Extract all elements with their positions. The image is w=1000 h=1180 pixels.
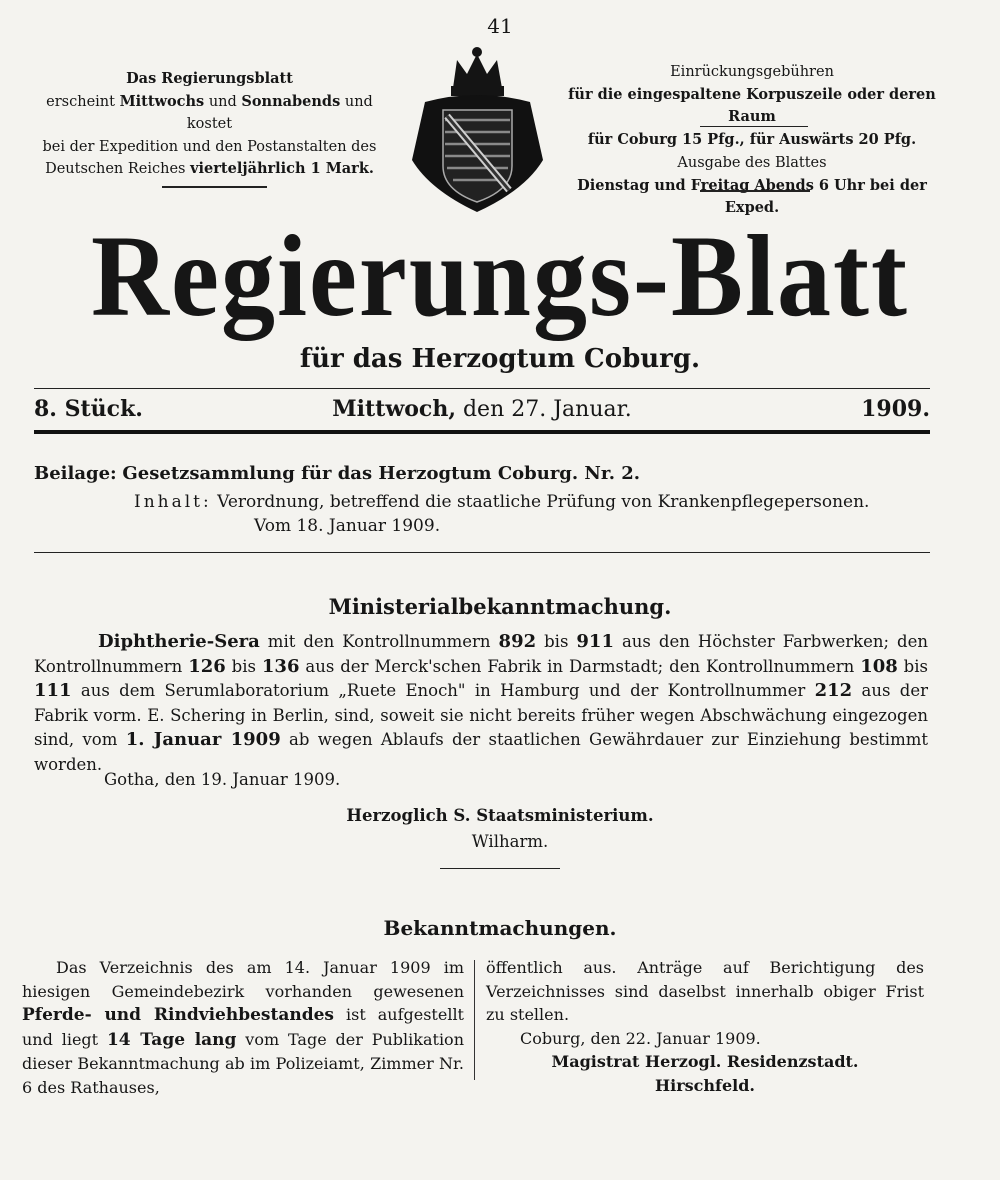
subscription-line-3: bei der Expedition und den Postanstalten des xyxy=(42,138,377,155)
issue-date: Mittwoch, den 27. Januar. xyxy=(332,396,632,422)
fees-line-3: für Coburg 15 Pfg., für Auswärts 20 Pfg. xyxy=(587,130,917,148)
issue-number: 8. Stück. xyxy=(34,396,143,422)
coat-of-arms-icon xyxy=(405,40,550,218)
subscription-line-1: Das Regierungsblatt xyxy=(126,70,293,87)
subscription-line-2: erscheint Mittwochs und Sonnabends und kostet xyxy=(46,92,373,132)
ministerial-heading: Ministerialbekanntmachung. xyxy=(328,594,672,619)
fees-line-2: für die eingespaltene Korpuszeile oder deren Raum xyxy=(568,85,936,125)
fees-line-1: Einrückungsgebühren xyxy=(670,64,834,80)
page-number: 41 xyxy=(487,14,513,38)
subscription-line-4: Deutschen Reiches vierteljährlich 1 Mark. xyxy=(45,160,374,177)
ministerial-dateline: Gotha, den 19. Januar 1909. xyxy=(104,770,341,789)
fees-info xyxy=(568,62,936,220)
announcement-right-signer: Hirschfeld. xyxy=(655,1075,755,1095)
supplement-title: Gesetzsammlung für das Herzogtum Coburg. Nr. 2. xyxy=(122,463,641,484)
supplement-content: Inhalt: Verordnung, betreffend die staatliche Prüfung von Krankenpflegepersonen. Vom 18. Januar 1909. xyxy=(134,492,870,536)
ministerial-authority: Herzoglich S. Staatsministerium. xyxy=(346,806,654,825)
supplement-line xyxy=(34,462,934,486)
issue-bottom-rule xyxy=(34,430,930,434)
subscription-info xyxy=(22,68,397,181)
issue-top-rule xyxy=(34,388,930,389)
announcement-right-dateline: Coburg, den 22. Januar 1909. xyxy=(520,1028,761,1048)
supplement-rule xyxy=(34,552,930,553)
issue-schedule-title: Ausgabe des Blattes xyxy=(677,155,827,171)
issue-schedule: Dienstag und Freitag Abends 6 Uhr bei der Exped. xyxy=(577,176,927,216)
announcement-right-authority: Magistrat Herzogl. Residenzstadt. xyxy=(551,1052,859,1071)
supplement-label: Beilage: xyxy=(34,463,117,484)
announcement-right-text: öffentlich aus. Anträge auf Berichtigung des Verzeichnisses sind daselbst innerhalb obiger Frist zu stellen. xyxy=(486,958,924,1024)
masthead-subtitle: für das Herzogtum Coburg. xyxy=(299,344,701,374)
announcement-left-column: Das Verzeichnis des am 14. Januar 1909 im hiesigen Gemeindebezirk vorhanden gewesenen Pferde- und Rindviehbestandes ist aufgestellt und liegt 14 Tage lang vom Tage der Publikation dieser Bekanntmachung ab im Polizeiamt, Zimmer Nr. 6 des Rathauses, xyxy=(22,958,464,1097)
ministerial-text: Diphtherie-Sera mit den Kontrollnummern 892 bis 911 aus den Höchster Farbwerken; den Kontrollnummern 126 bis 136 aus der Merck'schen Fabrik in Darmstadt; den Kontrollnummern 108 bis 111 aus dem Serumlaboratorium „Ruete Enoch" in Hamburg und der Kontrollnummer 212 aus der Fabrik vorm. E. Schering in Berlin, sind, soweit sie nicht bereits früher wegen Abschwächung eingezogen sind, vom 1. Januar 1909 ab wegen Ablaufs der staatlichen Gewährdauer zur Einziehung bestimmt worden. xyxy=(34,631,929,774)
issue-row xyxy=(34,396,930,426)
masthead-title: Regierungs-Blatt xyxy=(91,212,909,341)
right-divider-1 xyxy=(700,126,808,127)
announcement-right-column xyxy=(486,956,924,1097)
issue-year: 1909. xyxy=(861,396,930,422)
left-divider xyxy=(162,186,267,188)
right-divider-2 xyxy=(700,190,810,192)
section-divider xyxy=(440,868,560,869)
ministerial-signer: Wilharm. xyxy=(471,832,549,851)
announcements-heading: Bekanntmachungen. xyxy=(383,916,617,940)
column-divider xyxy=(474,960,475,1080)
